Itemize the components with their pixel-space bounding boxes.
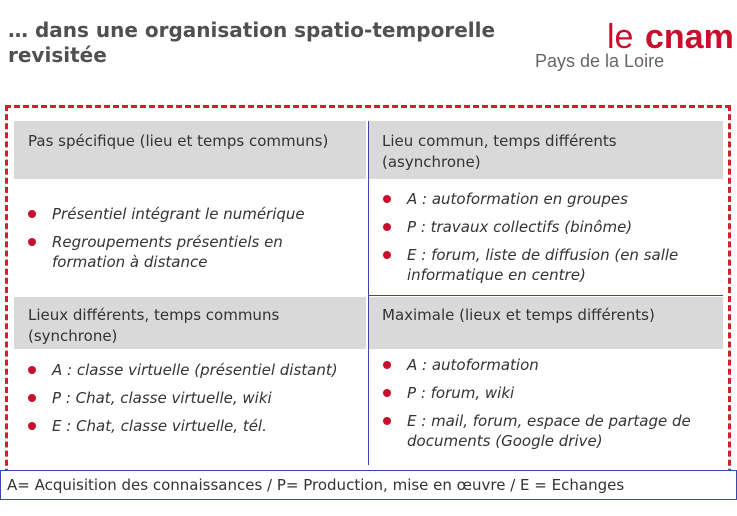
- list-item: A : classe virtuelle (présentiel distant): [26, 360, 356, 380]
- quadrant-bottom-left-list: [26, 360, 356, 444]
- horizontal-divider: [368, 295, 723, 296]
- list-item: E : mail, forum, espace de partage de documents (Google drive): [381, 411, 726, 451]
- list-item: A : autoformation: [381, 355, 726, 375]
- quadrant-top-right-list: [381, 189, 721, 293]
- list-item: Regroupements présentiels en formation à distance: [26, 232, 356, 272]
- list-item: P : Chat, classe virtuelle, wiki: [26, 388, 356, 408]
- quadrant-bottom-right-heading: Maximale (lieux et temps différents): [368, 297, 723, 349]
- quadrant-bottom-left-heading: Lieux différents, temps communs (synchrone): [14, 297, 366, 349]
- logo-subtitle: Pays de la Loire: [535, 51, 665, 71]
- list-item: E : Chat, classe virtuelle, tél.: [26, 416, 356, 436]
- footer-legend: A= Acquisition des connaissances / P= Production, mise en œuvre / E = Echanges: [0, 470, 737, 500]
- logo-le-text: le: [607, 18, 634, 56]
- list-item: E : forum, liste de diffusion (en salle informatique en centre): [381, 245, 721, 285]
- logo-cnam-text: cnam: [645, 18, 734, 56]
- list-item: P : forum, wiki: [381, 383, 726, 403]
- quadrant-top-left-heading: Pas spécifique (lieu et temps communs): [14, 121, 366, 179]
- list-item: P : travaux collectifs (binôme): [381, 217, 721, 237]
- cnam-logo: [535, 18, 734, 78]
- quadrant-bottom-right-list: [381, 355, 726, 459]
- quadrant-top-left-list: [26, 204, 356, 280]
- quadrant-top-right-heading: Lieu commun, temps différents (asynchrone): [368, 121, 723, 179]
- list-item: A : autoformation en groupes: [381, 189, 721, 209]
- slide-title: … dans une organisation spatio-temporelle revisitée: [8, 18, 496, 67]
- vertical-divider: [368, 121, 369, 465]
- list-item: Présentiel intégrant le numérique: [26, 204, 356, 224]
